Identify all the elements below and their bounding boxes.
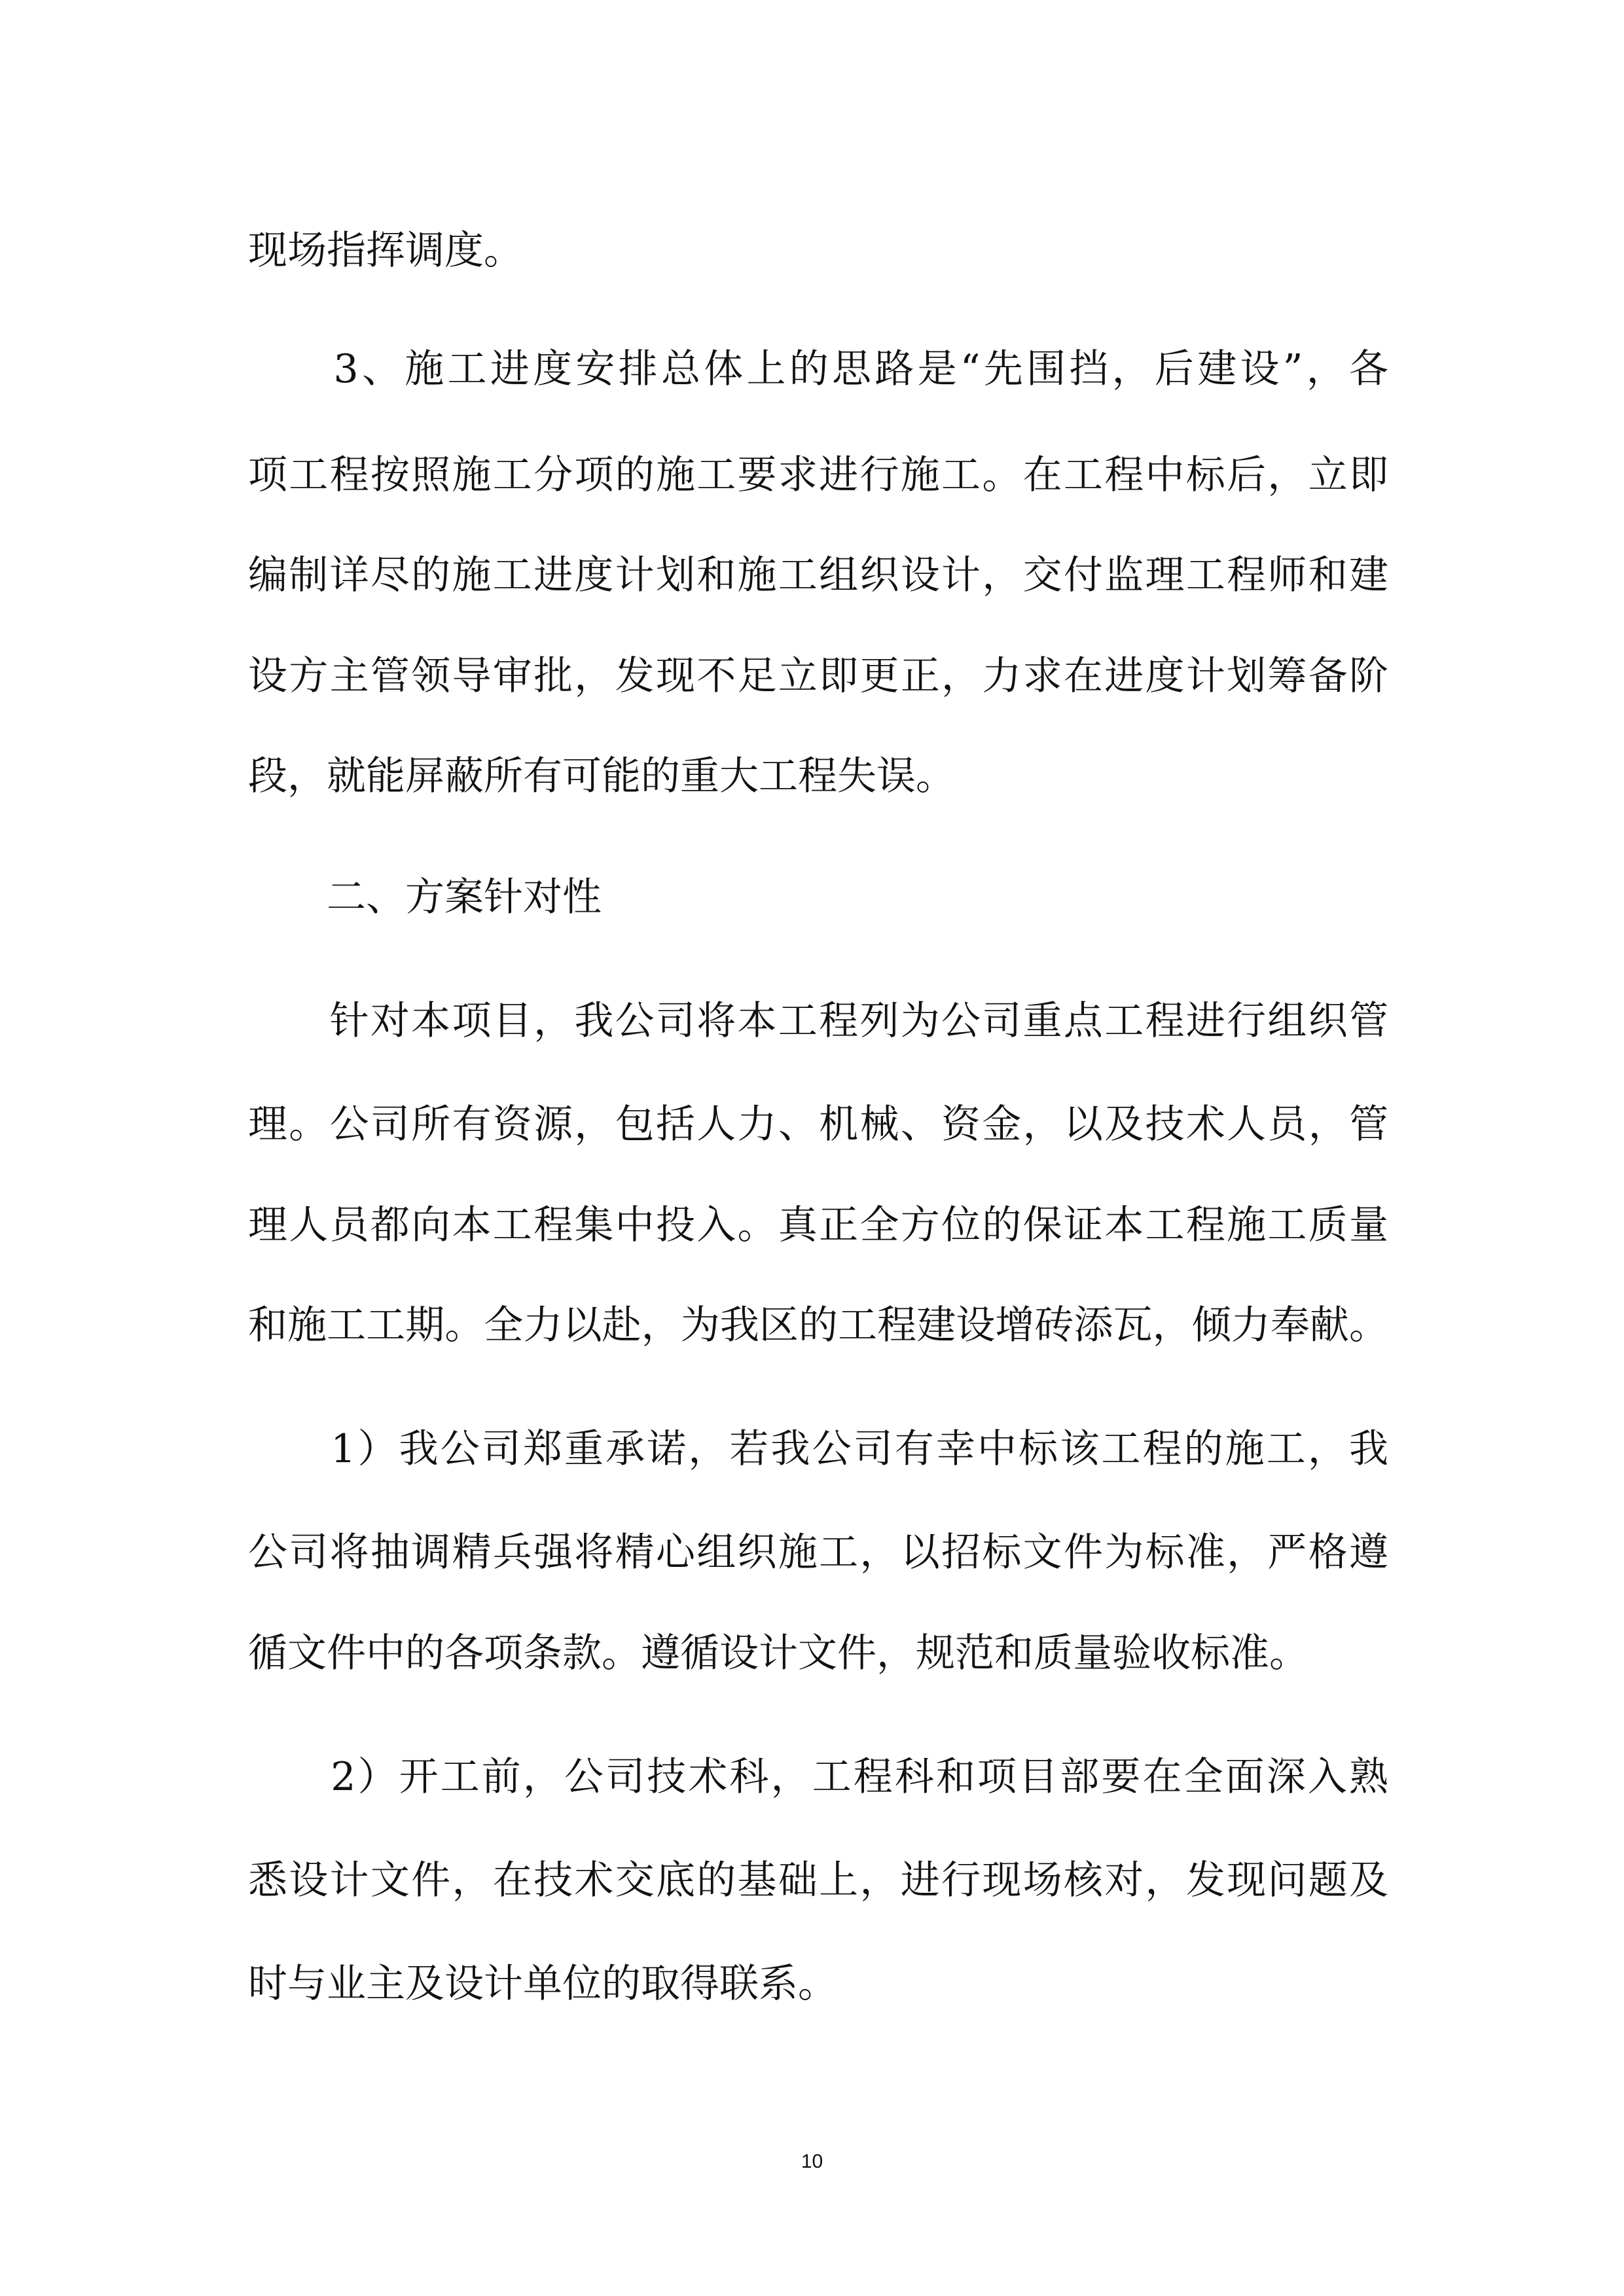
text-line: 段，就能屏蔽所有可能的重大工程失误。 (248, 753, 955, 799)
text-line: 现场指挥调度。 (248, 228, 523, 274)
text-line: 悉设计文件，在技术交底的基础上，进行现场核对，发现问题及 (248, 1857, 1388, 1903)
text-line: 1）我公司郑重承诺，若我公司有幸中标该工程的施工，我 (248, 1426, 1388, 1472)
section-heading: 二、方案针对性 (248, 874, 602, 920)
text-line: 理。公司所有资源，包括人力、机械、资金，以及技术人员，管 (248, 1102, 1388, 1147)
text-line: 编制详尽的施工进度计划和施工组织设计，交付监理工程师和建 (248, 552, 1388, 598)
text-line: 循文件中的各项条款。遵循设计文件，规范和质量验收标准。 (248, 1630, 1308, 1676)
text-line: 时与业主及设计单位的取得联系。 (248, 1961, 837, 2007)
text-line: 和施工工期。全力以赴，为我区的工程建设增砖添瓦，倾力奉献。 (248, 1302, 1388, 1348)
text-line: 公司将抽调精兵强将精心组织施工，以招标文件为标准，严格遵 (248, 1530, 1388, 1575)
page-number: 10 (801, 2151, 823, 2172)
text-line: 2）开工前，公司技术科，工程科和项目部要在全面深入熟 (248, 1754, 1388, 1800)
text-line: 设方主管领导审批，发现不足立即更正，力求在进度计划筹备阶 (248, 653, 1388, 699)
text-line: 项工程按照施工分项的施工要求进行施工。在工程中标后，立即 (248, 452, 1388, 498)
text-line: 针对本项目，我公司将本工程列为公司重点工程进行组织管 (248, 998, 1388, 1044)
text-line: 3、施工进度安排总体上的思路是“先围挡，后建设”，各 (248, 346, 1388, 392)
text-line: 理人员都向本工程集中投入。真正全方位的保证本工程施工质量 (248, 1202, 1388, 1248)
